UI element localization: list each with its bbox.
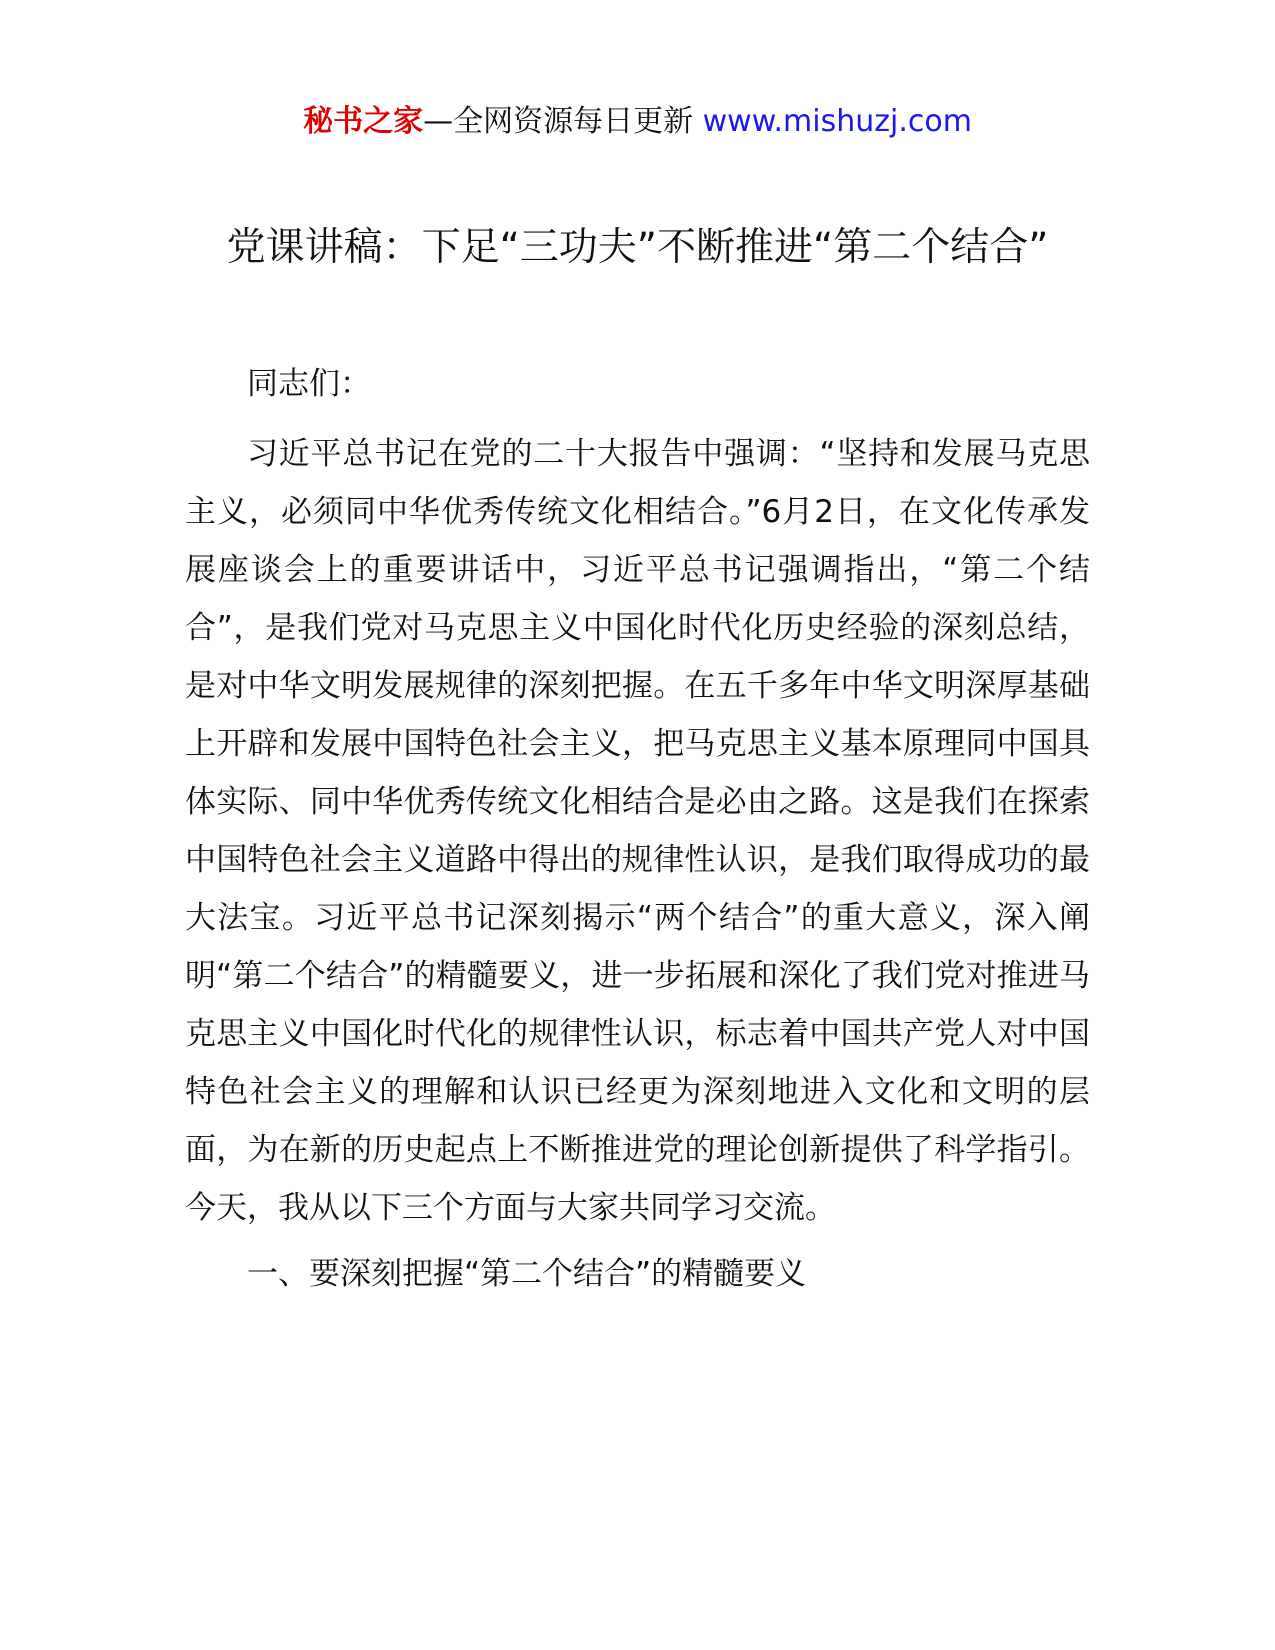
- salutation: 同志们：: [247, 366, 371, 402]
- document-body: [185, 355, 1090, 1303]
- brand-name: 秘书之家: [303, 104, 424, 139]
- site-header: [0, 102, 1275, 142]
- document-title: 党课讲稿：下足“三功夫”不断推进“第二个结合”: [226, 225, 1049, 270]
- body-paragraph: 习近平总书记在党的二十大报告中强调：“坚持和发展马克思主义，必须同中华优秀传统文化相结合。”6月2日，在文化传承发展座谈会上的重要讲话中，习近平总书记强调指出，“第二个结合”，是我们党对马克思主义中国化时代化历史经验的深刻总结，是对中华文明发展规律的深刻把握。在五千多年中华文明深厚基础上开辟和发展中国特色社会主义，把马克思主义基本原理同中国具体实际、同中华优秀传统文化相结合是必由之路。这是我们在探索中国特色社会主义道路中得出的规律性认识，是我们取得成功的最大法宝。习近平总书记深刻揭示“两个结合”的重大意义，深入阐明“第二个结合”的精髓要义，进一步拓展和深化了我们党对推进马克思主义中国化时代化的规律性认识，标志着中国共产党人对中国特色社会主义的理解和认识已经更为深刻地进入文化和文明的层面，为在新的历史起点上不断推进党的理论创新提供了科学指引。今天，我从以下三个方面与大家共同学习交流。: [185, 436, 1090, 1226]
- header-slogan: —全网资源每日更新: [423, 104, 703, 139]
- section-heading: 一、要深刻把握“第二个结合”的精髓要义: [247, 1256, 807, 1292]
- site-url-link[interactable]: www.mishuzj.com: [702, 104, 972, 139]
